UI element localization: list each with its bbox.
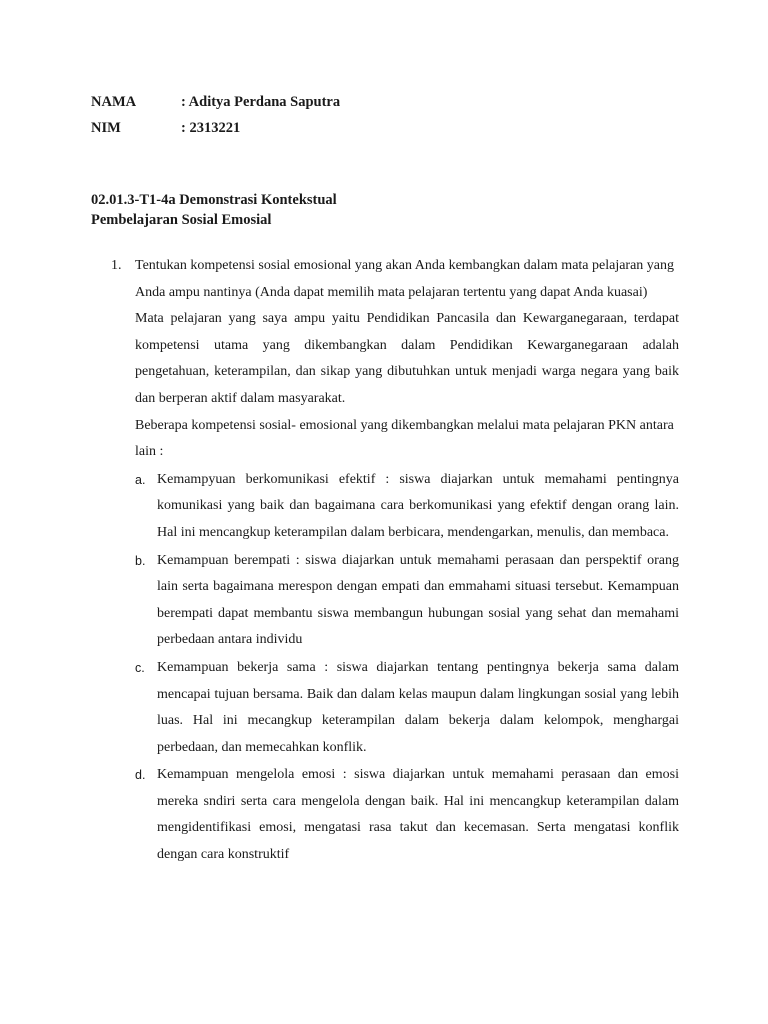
heading-line-2: Pembelajaran Sosial Emosial (91, 212, 272, 228)
assignment-heading (91, 190, 337, 230)
competency-list (135, 467, 679, 869)
list-marker: d. (135, 768, 146, 783)
name-label: NAMA (91, 94, 137, 110)
list-marker: a. (135, 472, 146, 487)
list-marker: c. (135, 660, 145, 675)
list-item (135, 655, 679, 761)
list-item (135, 762, 679, 868)
nim-row (91, 118, 240, 138)
list-marker: b. (135, 553, 146, 568)
nim-value: : 2313221 (181, 120, 241, 136)
answer-paragraph-2: Beberapa kompetensi sosial- emosional yang dikembangkan melalui mata pelajaran PKN antara lain : (135, 417, 674, 460)
question-text: Tentukan kompetensi sosial emosional yang akan Anda kembangkan dalam mata pelajaran yang Anda ampu nantinya (Anda dapat memilih mata pelajaran tertentu yang dapat Anda kuasai) (135, 258, 675, 300)
name-row (91, 92, 340, 112)
nim-label: NIM (91, 120, 121, 136)
question-1 (91, 253, 679, 869)
answer-paragraph-1: Mata pelajaran yang saya ampu yaitu Pendidikan Pancasila dan Kewarganegaraan, terdapat kompetensi utama yang dikembangkan dalam Pendidikan Kewarganegaraan adalah pengetahuan, keterampilan, dan sikap yang dibutuhkan untuk menjadi warga negara yang baik dan berperan aktif dalam masyarakat. (135, 311, 679, 406)
list-item-text: Kemampuan bekerja sama : siswa diajarkan tentang pentingnya bekerja sama dalam mencapai tujuan bersama. Baik dan dalam kelas maupun dalam lingkungan sosial yang lebih luas. Hal ini mecangkup keterampilan dalam bekerja dalam kelompok, menghargai perbedaan, dan memecahkan konflik. (157, 659, 679, 755)
list-item-text: Kemampuan berempati : siswa diajarkan untuk memahami perasaan dan perspektif orang lain serta bagaimana merespon dengan empati dan emmahami situasi tersebut. Kemampuan berempati dapat membantu siswa membangun hubungan sosial yang sehat dan memahami perbedaan antara individu (157, 552, 679, 648)
list-item (135, 548, 679, 654)
question-body (135, 253, 679, 869)
heading-line-1: 02.01.3-T1-4a Demonstrasi Kontekstual (91, 192, 337, 208)
list-item-text: Kemampyuan berkomunikasi efektif : siswa diajarkan untuk memahami pentingnya komunikasi yang baik dan bagaimana cara berkomunikasi yang efektif dengan orang lain. Hal ini mencangkup keterampilan dalam berbicara, mendengarkan, menulis, dan membaca. (157, 471, 679, 540)
list-item-text: Kemampuan mengelola emosi : siswa diajarkan untuk memahami perasaan dan emosi mereka sndiri serta cara mengelola dengan baik. Hal ini mencangkup keterampilan dalam mengidentifikasi emosi, mengatasi rasa takut dan kecemasan. Serta mengatasi konflik dengan cara konstruktif (157, 767, 679, 863)
name-value: : Aditya Perdana Saputra (181, 94, 341, 110)
question-number: 1. (111, 258, 122, 273)
list-item (135, 467, 679, 547)
